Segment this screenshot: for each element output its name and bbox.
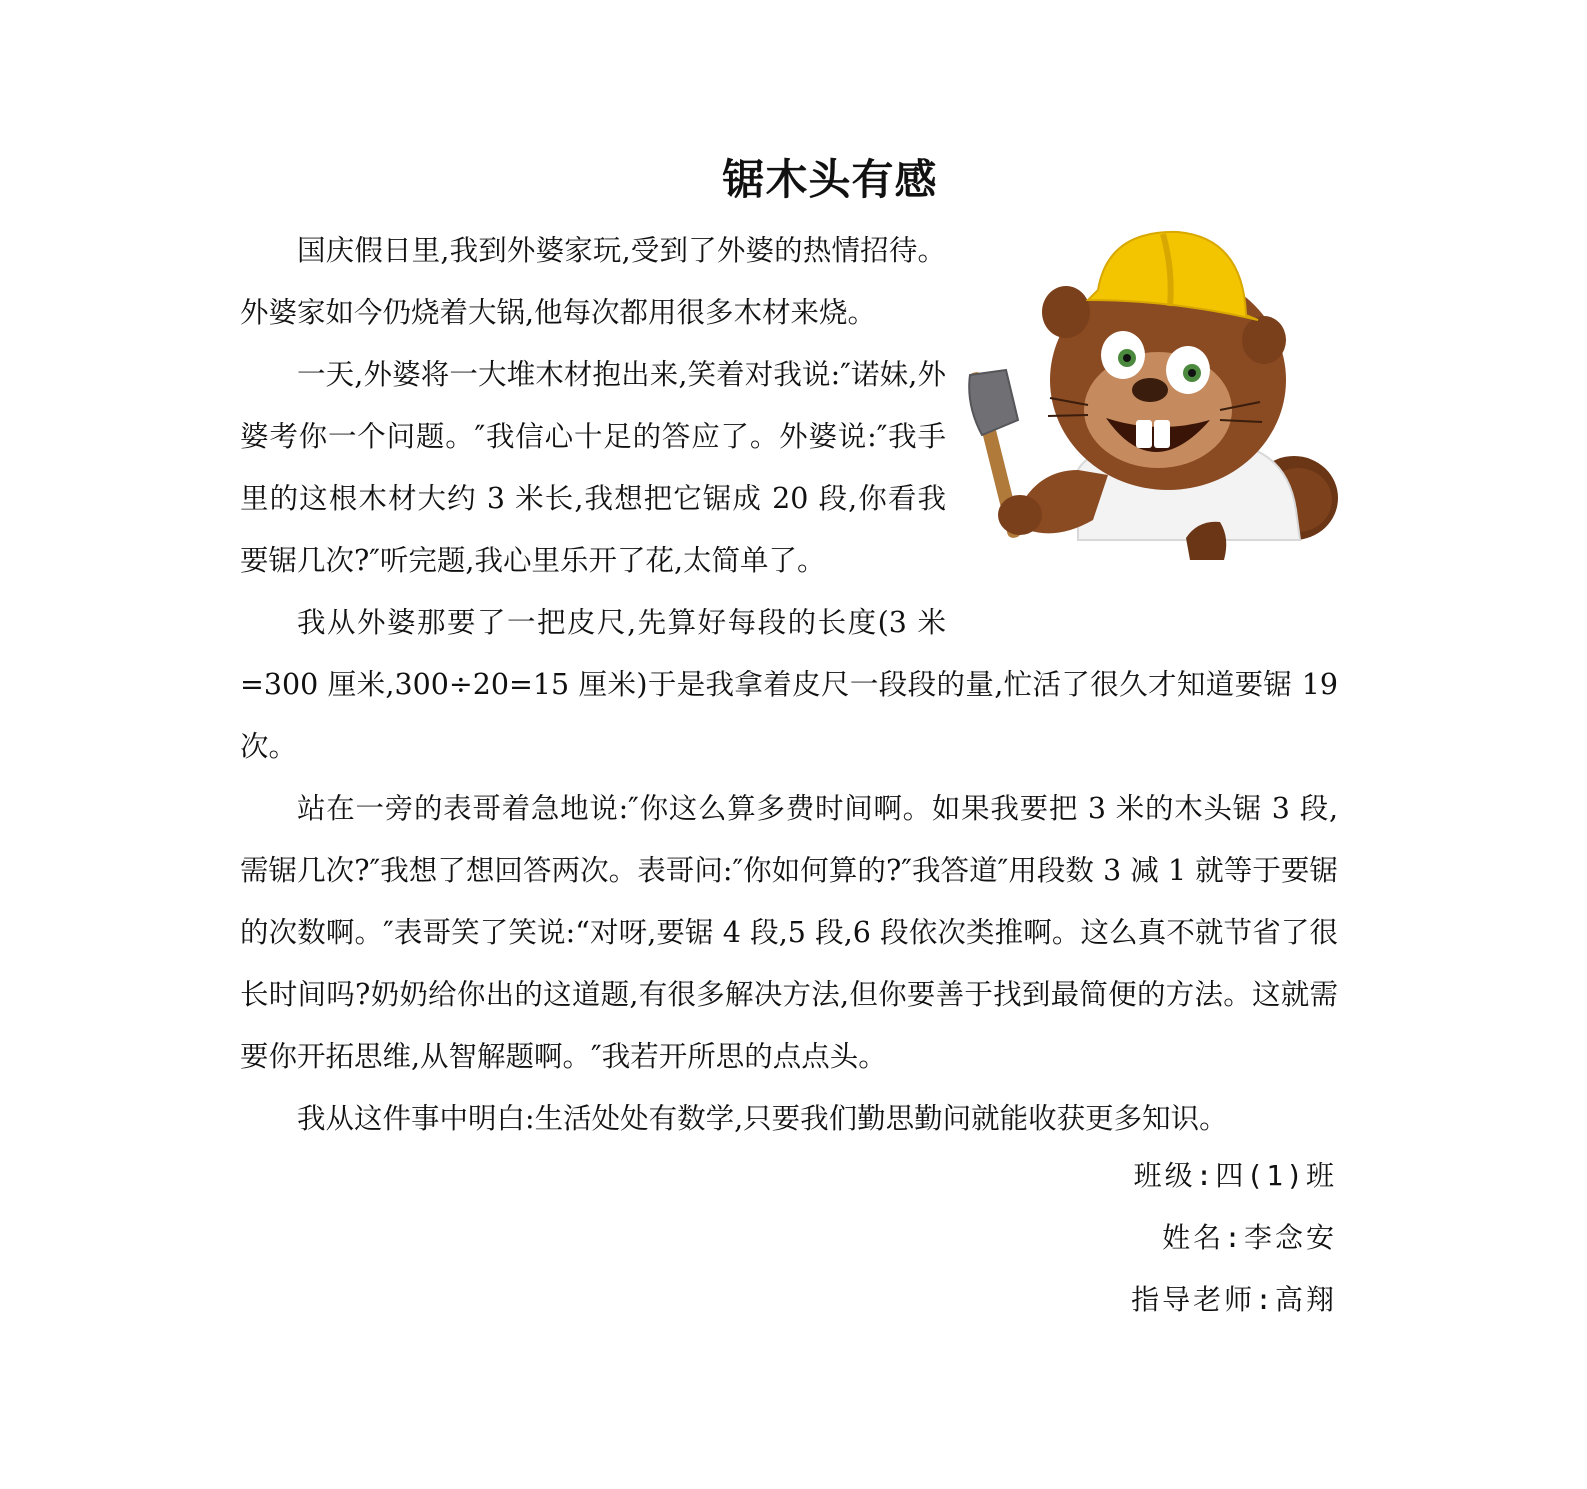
paragraph-5: 我从这件事中明白:生活处处有数学,只要我们勤思勤问就能收获更多知识。 xyxy=(297,1102,1228,1135)
paragraph-4: 站在一旁的表哥着急地说:″你这么算多费时间啊。如果我要把 3 米的木头锯 3 段,需锯几次?″我想了想回答两次。表哥问:″你如何算的?″我答道″用段数 3 减 1 就等于要锯的次数啊。″表哥笑了笑说:“对呀,要锯 4 段,5 段,6 段依次类推啊。这么真不就节省了很长时间吗?奶奶给你出的这道题,有很多解决方法,但你要善于找到最简便的方法。这就需要你开拓思维,从智解题啊。″我若开所思的点点头。 xyxy=(240,792,1338,1073)
beaver-mascot-icon xyxy=(958,220,1338,595)
class-line: 班级:四(1)班 xyxy=(1133,1159,1337,1192)
paragraph-3: 我从外婆那要了一把皮尺,先算好每段的长度(3 米=300 厘米,300÷20=15 厘米)于是我拿着皮尺一段段的量,忙活了很久才知道要锯 19 次。 xyxy=(240,606,1338,763)
signature-block xyxy=(1131,1145,1337,1331)
paragraph-2: 一天,外婆将一大堆木材抱出来,笑着对我说:″诺妹,外婆考你一个问题。″我信心十足的答应了。外婆说:″我手里的这根木材大约 3 米长,我想把它锯成 20 段,你看我要锯几次?″听完题,我心里乐开了花,太简单了。 xyxy=(240,358,946,577)
article-body xyxy=(240,220,1338,1150)
teacher-line: 指导老师:高翔 xyxy=(1131,1283,1337,1316)
paragraph-1: 国庆假日里,我到外婆家玩,受到了外婆的热情招待。外婆家如今仍烧着大锅,他每次都用很多木材来烧。 xyxy=(240,234,946,329)
name-line: 姓名:李念安 xyxy=(1162,1221,1337,1254)
document-title: 锯木头有感 xyxy=(722,155,938,204)
